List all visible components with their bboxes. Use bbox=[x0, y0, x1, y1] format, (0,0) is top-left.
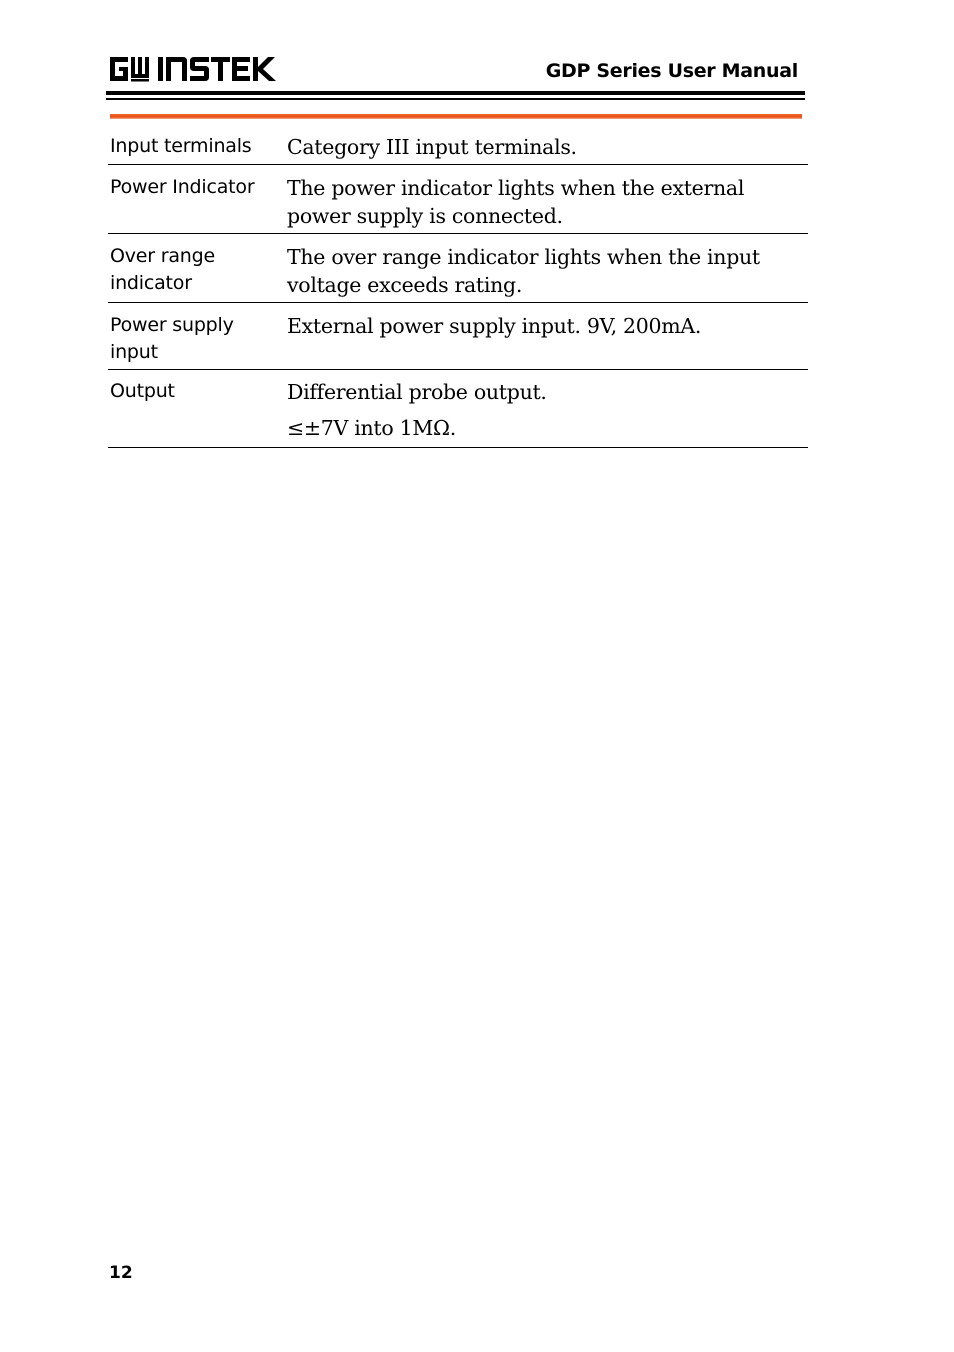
description-line: Differential probe output. bbox=[287, 380, 547, 404]
header-rule-thick bbox=[106, 91, 805, 95]
gw-instek-logo bbox=[108, 54, 280, 84]
row-label: Power supply input bbox=[110, 314, 234, 363]
row-label: Power Indicator bbox=[110, 176, 255, 198]
table-row bbox=[108, 370, 808, 448]
table-row bbox=[108, 234, 808, 303]
table-row bbox=[108, 303, 808, 370]
manual-title: GDP Series User Manual bbox=[545, 60, 798, 82]
header-rule-thin bbox=[106, 98, 805, 100]
row-description bbox=[287, 234, 808, 302]
spec-table bbox=[108, 132, 808, 448]
table-row bbox=[108, 165, 808, 234]
description-line: The power indicator lights when the external power supply is connected. bbox=[287, 176, 745, 228]
description-line: The over range indicator lights when the input voltage exceeds rating. bbox=[287, 245, 760, 297]
description-line: External power supply input. 9V, 200mA. bbox=[287, 314, 702, 338]
row-description bbox=[287, 303, 808, 369]
description-line: ≤±7V into 1MΩ. bbox=[287, 416, 456, 440]
row-label: Input terminals bbox=[110, 135, 252, 157]
row-description bbox=[287, 132, 808, 164]
page-number: 12 bbox=[109, 1263, 133, 1283]
row-label: Output bbox=[110, 380, 175, 402]
description-line: Category III input terminals. bbox=[287, 135, 577, 159]
row-label: Over range indicator bbox=[110, 245, 215, 294]
row-description bbox=[287, 165, 808, 233]
row-description bbox=[287, 370, 808, 447]
table-row bbox=[108, 132, 808, 165]
section-accent-bar bbox=[110, 114, 802, 119]
